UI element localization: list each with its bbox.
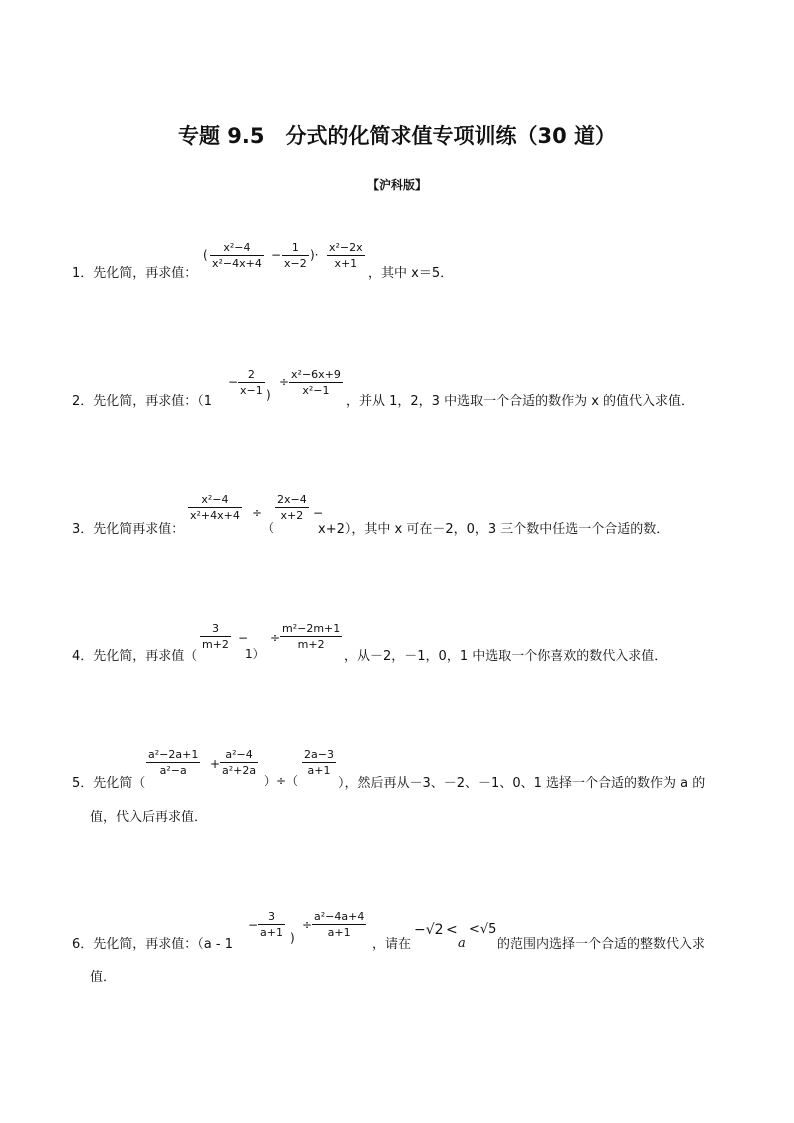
paren-close: ) xyxy=(290,931,295,945)
problem-6-line2: 值． xyxy=(90,970,117,985)
divide-sign: ÷ xyxy=(252,506,263,520)
fraction: a²−4 a²+2a xyxy=(222,748,257,777)
fraction: 1 x−2 xyxy=(284,241,307,270)
problem-1-label: 1．先化简，再求值： xyxy=(72,266,198,281)
fraction: x²−6x+9 x²−1 xyxy=(291,368,341,397)
page-title: 专题 9.5 分式的化简求值专项训练（30 道） xyxy=(177,124,617,148)
neg-sqrt2: −√2 xyxy=(414,922,444,938)
less-than: < xyxy=(446,922,458,938)
problem-2-tail: ，并从 1，2，3 中选取一个合适的数作为 x 的值代入求值． xyxy=(346,394,695,409)
paren-close-dot: )· xyxy=(310,248,319,262)
minus-sign: − xyxy=(248,918,259,932)
problem-5-line2: 值，代入后再求值． xyxy=(90,810,208,825)
one-close: 1） xyxy=(245,647,265,661)
problem-4-tail: ，从－2，－1，0，1 中选取一个你喜欢的数代入求值． xyxy=(344,649,668,664)
minus-sign: − xyxy=(228,375,239,389)
problem-6-tail: 的范围内选择一个合适的整数代入求 xyxy=(497,937,706,952)
problem-5-tail: ），然后再从－3、－2、－1、0、1 选择一个合适的数作为 a 的 xyxy=(338,776,706,791)
minus-sign: − xyxy=(238,631,249,645)
less-than-sqrt5: <√5 xyxy=(469,922,497,937)
fraction: 2a−3 a+1 xyxy=(304,748,334,777)
paren-open: （ xyxy=(262,521,275,535)
problem-6-mid: ，请在 xyxy=(372,937,412,952)
fraction: 2x−4 x+2 xyxy=(277,493,307,522)
divide-sign: ÷ xyxy=(270,631,281,645)
problem-5-label: 5．先化简（ xyxy=(72,776,146,791)
fraction: 3 a+1 xyxy=(260,910,283,939)
variable-a: a xyxy=(458,936,466,951)
fraction: x²−2x x+1 xyxy=(329,241,363,270)
paren-open: ( xyxy=(203,248,208,262)
plus-sign: + xyxy=(210,757,221,771)
minus-sign: − xyxy=(271,248,282,262)
fraction: a²−2a+1 a²−a xyxy=(148,748,199,777)
page-subtitle: 【沪科版】 xyxy=(366,178,427,192)
minus-sign: − xyxy=(313,506,324,520)
problem-2-label: 2．先化简，再求值：（1 xyxy=(72,394,213,409)
fraction: m²−2m+1 m+2 xyxy=(282,622,341,651)
fraction: x²−4 x²−4x+4 xyxy=(212,241,262,270)
paren-close: ) xyxy=(266,388,271,402)
divide-sign: ÷ xyxy=(302,918,313,932)
problem-6-label: 6．先化简，再求值：（a - 1 xyxy=(72,937,233,952)
fraction: x²−4 x²+4x+4 xyxy=(190,493,240,522)
paren-close-divide: ）÷（ xyxy=(264,774,299,788)
problem-4-label: 4．先化简，再求值（ xyxy=(72,649,198,664)
problem-3-tail: x+2），其中 x 可在－2，0，3 三个数中任选一个合适的数． xyxy=(318,522,670,537)
problem-1-tail: ，其中 x＝5． xyxy=(368,266,454,281)
fraction: 3 m+2 xyxy=(202,622,229,651)
problem-3-label: 3．先化简再求值： xyxy=(72,522,185,537)
fraction: a²−4a+4 a+1 xyxy=(314,910,365,939)
divide-sign: ÷ xyxy=(279,375,290,389)
fraction: 2 x−1 xyxy=(240,368,263,397)
